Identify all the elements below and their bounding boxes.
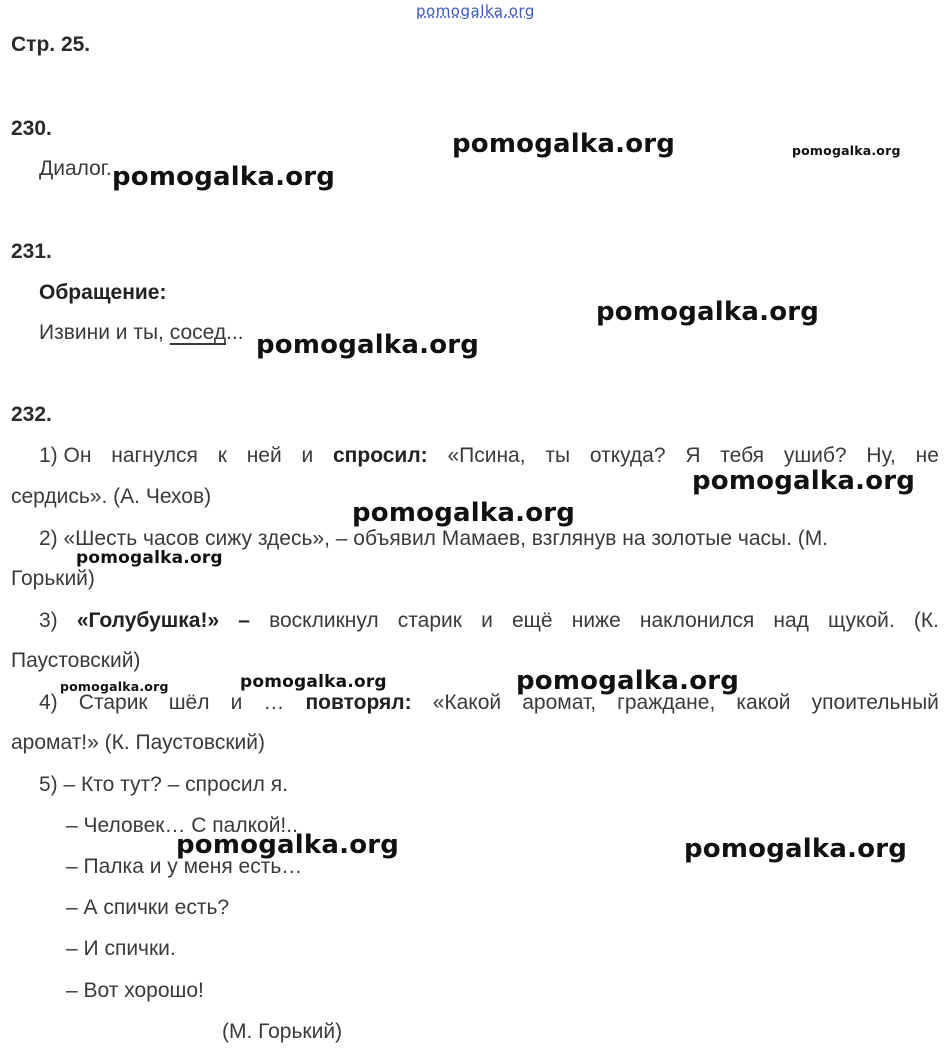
word: ушиб? (783, 444, 847, 467)
word: ты (545, 444, 571, 467)
watermark: pomogalka.org (684, 834, 908, 864)
exercise-231-number: 231. (11, 240, 52, 263)
word: и (230, 691, 243, 714)
watermark: pomogalka.org (76, 548, 223, 568)
text-before: Извини и ты, (39, 321, 170, 344)
word: повторял: (305, 691, 412, 714)
watermark: pomogalka.org (596, 297, 820, 327)
word: аромат, (522, 691, 597, 714)
word: «Какой (432, 691, 502, 714)
word: не (915, 444, 939, 467)
word: «Псина, (447, 444, 526, 467)
exercise-232-number: 232. (11, 403, 52, 426)
dialog-line: – И спички. (66, 937, 176, 960)
watermark: pomogalka.org (112, 162, 336, 192)
word: и (481, 609, 493, 632)
dialog-line: – Палка и у меня есть… (66, 855, 303, 878)
word: 1) Он (39, 444, 92, 467)
watermark: pomogalka.org (516, 666, 740, 696)
word: откуда? (589, 444, 666, 467)
word: к (217, 444, 227, 467)
word: Я (685, 444, 701, 467)
word: ниже (571, 609, 621, 632)
word: щукой. (828, 609, 895, 632)
word: 3) (39, 609, 58, 632)
word: и (301, 444, 314, 467)
word: упоительный (811, 691, 939, 714)
item-5-line-1: 5) – Кто тут? – спросил я. (39, 773, 288, 796)
watermark: pomogalka.org (256, 330, 480, 360)
word: какой (736, 691, 791, 714)
watermark: pomogalka.org (60, 679, 169, 694)
word: тебя (720, 444, 765, 467)
watermark: pomogalka.org (452, 129, 676, 159)
item-1-line-1 (39, 444, 939, 468)
word: ней (246, 444, 282, 467)
word: шёл (168, 691, 210, 714)
exercise-231-text (39, 321, 244, 345)
page-label: Стр. 25. (11, 33, 91, 56)
word: (К. (913, 609, 939, 632)
item-5-source: (М. Горький) (222, 1020, 343, 1043)
watermark-top: pomogalka.org (416, 2, 535, 20)
exercise-231-heading: Обращение: (39, 281, 167, 304)
watermark: pomogalka.org (352, 498, 576, 528)
word: старик (397, 609, 462, 632)
dialog-line: – Вот хорошо! (66, 979, 204, 1002)
word: 4) (39, 691, 58, 714)
item-2-line-1: 2) «Шесть часов сижу здесь», – объявил Мамаев, взглянув на золотые часы. (М. (39, 527, 829, 550)
watermark: pomogalka.org (792, 143, 901, 158)
text-after: ... (226, 321, 244, 344)
dialog-line: – А спички есть? (66, 896, 230, 919)
item-2-line-2: Горький) (11, 567, 95, 590)
exercise-230-text: Диалог. (39, 157, 112, 180)
address-word: сосед (169, 321, 227, 344)
watermark: pomogalka.org (692, 466, 916, 496)
word: нагнулся (111, 444, 198, 467)
word: воскликнул (269, 609, 379, 632)
watermark: pomogalka.org (176, 830, 400, 860)
word: … (263, 691, 285, 714)
word: «Голубушка!» (76, 609, 220, 632)
item-4-line-2: аромат!» (К. Паустовский) (11, 731, 265, 754)
word: Ну, (866, 444, 896, 467)
word: наклонился (639, 609, 755, 632)
word: над (773, 609, 809, 632)
watermark: pomogalka.org (240, 672, 387, 692)
item-4-line-1 (39, 691, 939, 715)
word: Старик (78, 691, 148, 714)
word: спросил: (333, 444, 428, 467)
word: граждане, (617, 691, 716, 714)
item-3-line-2: Паустовский) (11, 649, 141, 672)
word: – (238, 609, 250, 632)
exercise-230-number: 230. (11, 117, 52, 140)
word: ещё (511, 609, 553, 632)
item-1-line-2: сердись». (А. Чехов) (11, 485, 212, 508)
item-3-line-1 (39, 609, 939, 633)
dialog-line: – Человек… С палкой!.. (66, 814, 298, 837)
